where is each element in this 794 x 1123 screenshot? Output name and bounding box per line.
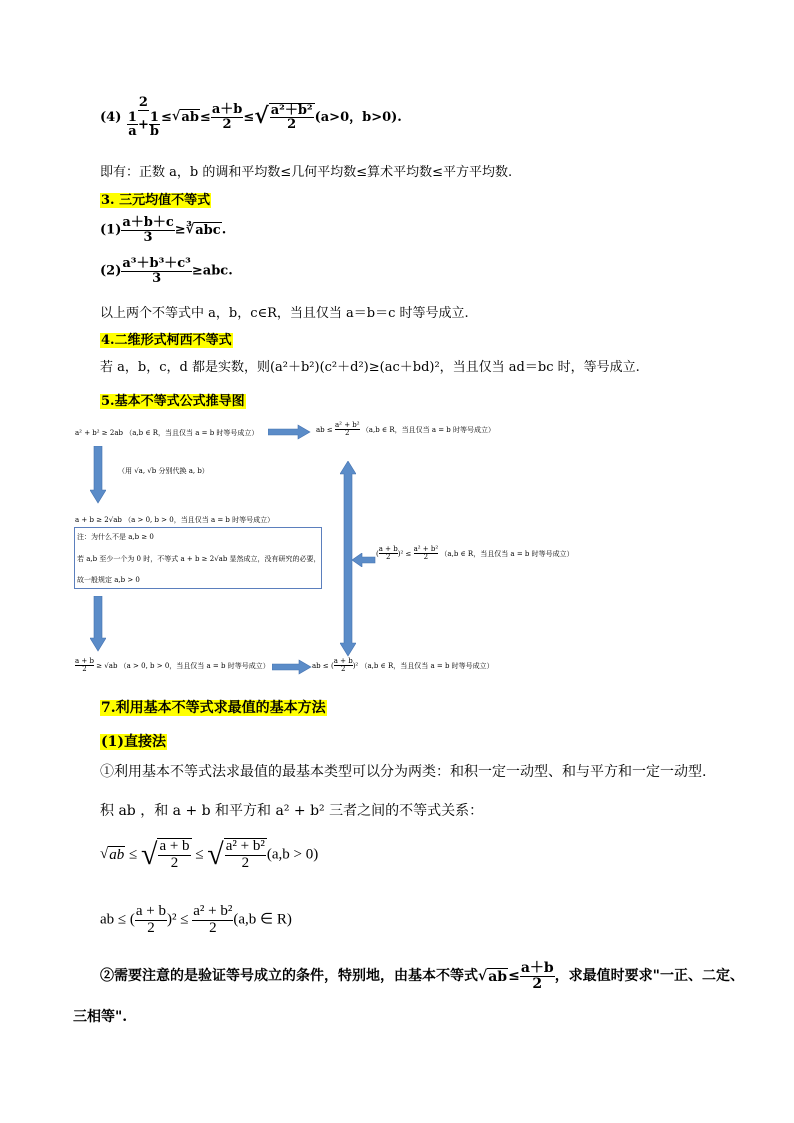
node-a-plus-b-ge-2sqrt-ab: a + b ≥ 2√ab （a > 0, b > 0，当且仅当 a = b 时等号成立） xyxy=(75,516,275,524)
sqrt-ab: √ ab xyxy=(171,109,199,126)
paragraph-3-line-2: 三相等". xyxy=(73,1009,128,1025)
node-mean-ge-sqrt-ab: $\frac{a + b}{2}$ ≥ √ab （a > 0, b > 0，当且仅当 a = b 时等号成立） xyxy=(75,657,270,674)
ternary-note: 以上两个不等式中 a，b，c∈R，当且仅当 a＝b＝c 时等号成立. xyxy=(100,306,469,321)
ternary-inequality-1: (1) $\frac{a+b+c}{3}$ ≥ ∛ abc . xyxy=(100,215,227,245)
note-line-2: 若 a,b 至少一个为 0 时，不等式 a + b ≥ 2√ab 显然成立，没有研究的必要， xyxy=(77,555,321,563)
means-note: 即有：正数 a，b 的调和平均数≤几何平均数≤算术平均数≤平方平均数. xyxy=(100,165,513,180)
section-4-heading: 4.二维形式柯西不等式 xyxy=(101,333,232,348)
arrow-down-icon xyxy=(90,446,106,504)
note-line-1: 注：为什么不是 a,b ≥ 0 xyxy=(77,533,154,541)
paragraph-2: 积 ab ，和 a + b 和平方和 a² + b² 三者之间的不等式关系： xyxy=(100,803,484,819)
node-ab-le-mean-squared: ab ≤ ( $\frac{a + b}{2}$ )² （a,b ∈ R，当且仅当 a = b 时等号成立） xyxy=(312,657,494,674)
formula-sqrt-chain: √ ab ≤ √ $\frac{a + b}{2}$ ≤ √ $\frac{\text{a² + b²}}{2}$ (a,b > 0) xyxy=(100,838,319,871)
node-ab-le-half-sum-squares: ab ≤ $\frac{\text{a² + b²}}{2}$ （a,b ∈ R，当且仅当 a = b 时等号成立） xyxy=(316,421,496,438)
harmonic-inequality: (4) 2 $\frac{1}{a}$ + $\frac{1}{b}$ ≤ √ ab ≤ $\frac{a+b}{2}$ ≤ √ $\frac{\text{a²＋b²}}{2}$ (a>0，b>0). xyxy=(100,95,402,140)
node-square-of-mean: ( $\frac{a + b}{2}$ )² ≤ $\frac{\text{a² + b²}}{2}$ （a,b ∈ R，当且仅当 a = b 时等号成立） xyxy=(376,545,574,562)
harmonic-fraction: 2 $\frac{1}{a}$ + $\frac{1}{b}$ xyxy=(127,95,159,140)
item-prefix: (4) xyxy=(100,109,122,125)
arrow-right-icon xyxy=(268,424,312,440)
note-box xyxy=(74,527,322,589)
section-7-heading: 7.利用基本不等式求最值的基本方法 xyxy=(101,700,326,716)
substitution-note: （用 √a, √b 分别代换 a, b） xyxy=(118,467,209,475)
formula-square-chain: ab ≤ ( $\frac{a + b}{2}$ )² ≤ $\frac{\text{a² + b²}}{2}$ (a,b ∈ R) xyxy=(100,903,292,936)
note-line-3: 故一般规定 a,b > 0 xyxy=(77,576,140,584)
arith-fraction: $\frac{a+b}{2}$ xyxy=(211,102,243,132)
section-5-heading: 5.基本不等式公式推导图 xyxy=(101,394,245,409)
direct-method-heading: (1)直接法 xyxy=(101,734,166,750)
node-a2b2-ge-2ab: a² + b² ≥ 2ab （a,b ∈ R，当且仅当 a = b 时等号成立） xyxy=(75,429,259,437)
sqrt-quadratic-mean: √ $\frac{\text{a²＋b²}}{2}$ xyxy=(254,102,313,133)
arrow-down-icon xyxy=(90,596,106,652)
section-3-heading: 3. 三元均值不等式 xyxy=(101,193,211,208)
arrow-right-icon xyxy=(272,659,312,675)
paragraph-1: ①利用基本不等式法求最值的最基本类型可以分为两类：和积一定一动型、和与平方和一定一动型. xyxy=(100,764,707,780)
ternary-inequality-2: (2) $\frac{\text{a³＋b³＋c³}}{3}$ ≥abc. xyxy=(100,256,233,286)
cauchy-inequality: 若 a，b，c，d 都是实数，则(a²＋b²)(c²＋d²)≥(ac＋bd)²，当且仅当 ad＝bc 时，等号成立. xyxy=(100,360,640,375)
paragraph-3: ②需要注意的是验证等号成立的条件，特别地，由基本不等式 √ ab ≤ $\frac{a+b}{2}$ ，求最值时要求"一正、二定、 xyxy=(100,960,744,992)
arrow-left-icon xyxy=(352,553,376,567)
